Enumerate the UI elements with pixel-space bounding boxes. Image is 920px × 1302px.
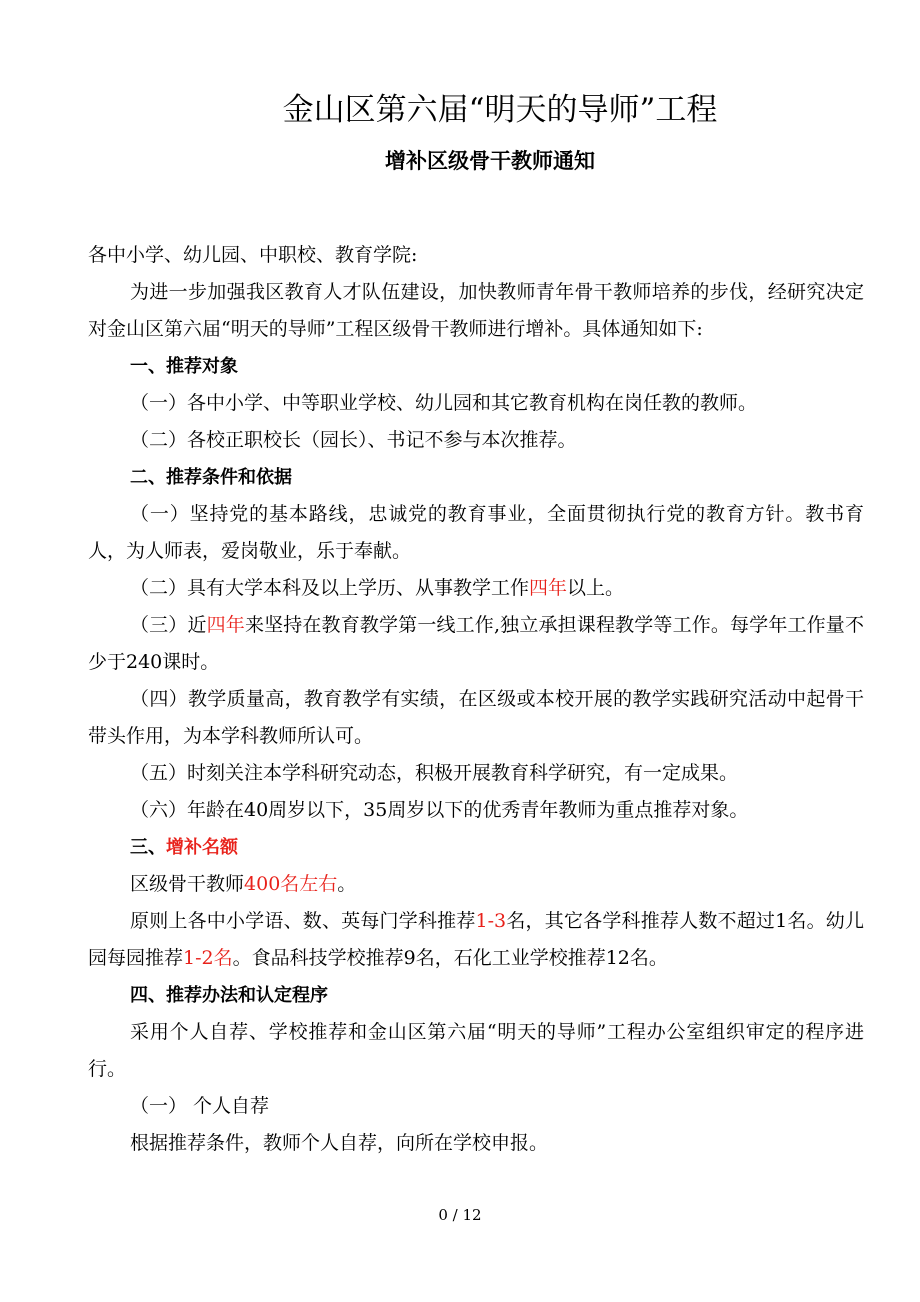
section2-item3	[88, 607, 864, 681]
section2-item1: （一）坚持党的基本路线，忠诚党的教育事业，全面贯彻执行党的教育方针。教书育人，为人师表，爱岗敬业，乐于奉献。	[88, 503, 864, 562]
section4-heading: 四、推荐办法和认定程序	[130, 985, 328, 1006]
section2-item2-highlight: 四年	[529, 577, 568, 599]
section3-line2	[88, 903, 864, 977]
document-subtitle: 增补区级骨干教师通知	[385, 149, 595, 173]
salutation: 各中小学、幼儿园、中职校、教育学院:	[88, 244, 418, 266]
section3-line2-text-c: 。食品科技学校推荐9名，石化工业学校推荐12名。	[232, 947, 668, 969]
document-body	[88, 237, 864, 1162]
section2-item2-text-b: 以上。	[567, 577, 625, 599]
section2-item2	[88, 570, 864, 607]
section2-item2-text-a: （二）具有大学本科及以上学历、从事教学工作	[130, 577, 530, 599]
section2-item5: （五）时刻关注本学科研究动态，积极开展教育科学研究，有一定成果。	[130, 762, 739, 784]
section1-heading: 一、推荐对象	[130, 356, 238, 377]
section1-item2: （二）各校正职校长（园长）、书记不参与本次推荐。	[130, 429, 577, 451]
section3-line2-highlight-1: 1-3	[475, 910, 507, 932]
section4-item1-text: 根据推荐条件，教师个人自荐，向所在学校申报。	[130, 1132, 549, 1154]
section3-line1-text-a: 区级骨干教师	[130, 873, 245, 895]
section4-line1: 采用个人自荐、学校推荐和金山区第六届“明天的导师”工程办公室组织审定的程序进行。	[88, 1021, 864, 1080]
section2-item3-text-b: 来坚持在教育教学第一线工作,独立承担课程教学等工作。每学年工作量不少于240课时。	[88, 614, 864, 673]
section3-line2-text-a: 原则上各中小学语、数、英每门学科推荐	[130, 910, 476, 932]
section3-line1	[88, 866, 864, 903]
section3-heading-number: 三、	[130, 837, 166, 858]
page-number: 0 / 12	[438, 1206, 482, 1224]
section2-heading: 二、推荐条件和依据	[130, 467, 292, 488]
section2-item4: （四）教学质量高，教育教学有实绩，在区级或本校开展的教学实践研究活动中起骨干带头作用，为本学科教师所认可。	[88, 688, 864, 747]
section2-item3-highlight: 四年	[206, 614, 245, 636]
section3-line2-text-b: 名，其它各学科推荐人数不超过1名。幼儿园每园推荐	[88, 910, 864, 969]
section3-line1-highlight: 400名左右	[244, 873, 338, 895]
section3-line2-highlight-2: 1-2名	[183, 947, 233, 969]
document-title: 金山区第六届“明天的导师”工程	[282, 92, 718, 128]
section2-item6: （六）年龄在40周岁以下，35周岁以下的优秀青年教师为重点推荐对象。	[130, 799, 749, 821]
section2-item3-text-a: （三）近	[130, 614, 207, 636]
section3-line1-text-b: 。	[337, 873, 357, 895]
section4-item1: （一） 个人自荐	[130, 1095, 270, 1117]
intro-paragraph: 为进一步加强我区教育人才队伍建设，加快教师青年骨干教师培养的步伐，经研究决定对金山区第六届“明天的导师”工程区级骨干教师进行增补。具体通知如下:	[88, 281, 864, 340]
section3-heading	[88, 829, 864, 866]
section1-item1: （一）各中小学、中等职业学校、幼儿园和其它教育机构在岗任教的教师。	[130, 392, 758, 414]
section3-heading-highlight: 增补名额	[166, 837, 238, 858]
